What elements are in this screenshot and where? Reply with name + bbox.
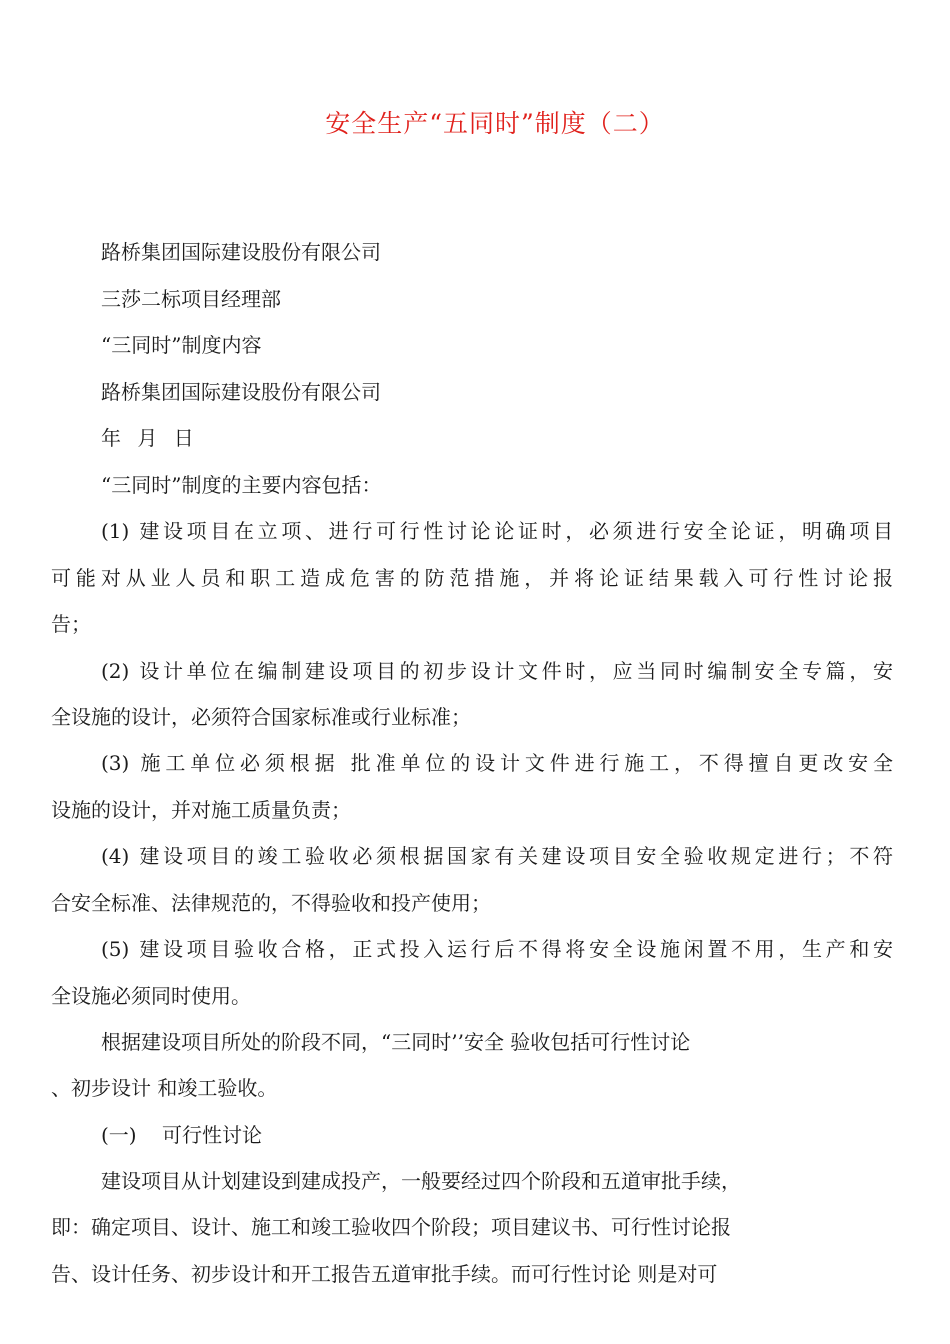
item-1-line-2: 可能对从业人员和职工造成危害的防范措施，并将论证结果载入可行性讨论报 <box>51 566 893 590</box>
date-line: 年 月 日 <box>101 426 199 450</box>
item-3-line-2: 设施的设计，并对施工质量负责； <box>51 798 351 822</box>
section-1-heading: (一) 可行性讨论 <box>101 1123 263 1147</box>
department-name: 三莎二标项目经理部 <box>101 287 281 311</box>
intro-line: “三同时”制度的主要内容包括： <box>101 473 382 497</box>
summary-line-2: 、初步设计 和竣工验收。 <box>51 1076 278 1100</box>
section-1-body-line-1: 建设项目从计划建设到建成投产，一般要经过四个阶段和五道审批手续， <box>101 1169 741 1193</box>
item-3-line-1: (3) 施工单位必须根据 批准单位的设计文件进行施工，不得擅自更改安全 <box>101 751 893 775</box>
item-1-line-3: 告； <box>51 612 91 636</box>
section-1-body-line-3: 告、设计任务、初步设计和开工报告五道审批手续。而可行性讨论 则是对可 <box>51 1262 718 1286</box>
summary-line-1: 根据建设项目所处的阶段不同，“三同时’’安全 验收包括可行性讨论 <box>101 1030 691 1054</box>
section-1-body-line-2: 即：确定项目、设计、施工和竣工验收四个阶段；项目建议书、可行性讨论报 <box>51 1215 731 1239</box>
item-2-line-2: 全设施的设计，必须符合国家标准或行业标准； <box>51 705 471 729</box>
item-4-line-2: 合安全标准、法律规范的，不得验收和投产使用； <box>51 891 491 915</box>
company-name: 路桥集团国际建设股份有限公司 <box>101 240 381 264</box>
document-title: 安全生产“五同时”制度（二） <box>325 109 665 138</box>
item-2-line-1: (2) 设计单位在编制建设项目的初步设计文件时，应当同时编制安全专篇，安 <box>101 659 893 683</box>
item-5-line-2: 全设施必须同时使用。 <box>51 984 251 1008</box>
item-4-line-1: (4) 建设项目的竣工验收必须根据国家有关建设项目安全验收规定进行；不符 <box>101 844 893 868</box>
subject-line: “三同时”制度内容 <box>101 333 262 357</box>
item-1-line-1: (1) 建设项目在立项、进行可行性讨论论证时，必须进行安全论证，明确项目 <box>101 519 893 543</box>
item-5-line-1: (5) 建设项目验收合格，正式投入运行后不得将安全设施闲置不用，生产和安 <box>101 937 893 961</box>
company-name-repeat: 路桥集团国际建设股份有限公司 <box>101 380 381 404</box>
